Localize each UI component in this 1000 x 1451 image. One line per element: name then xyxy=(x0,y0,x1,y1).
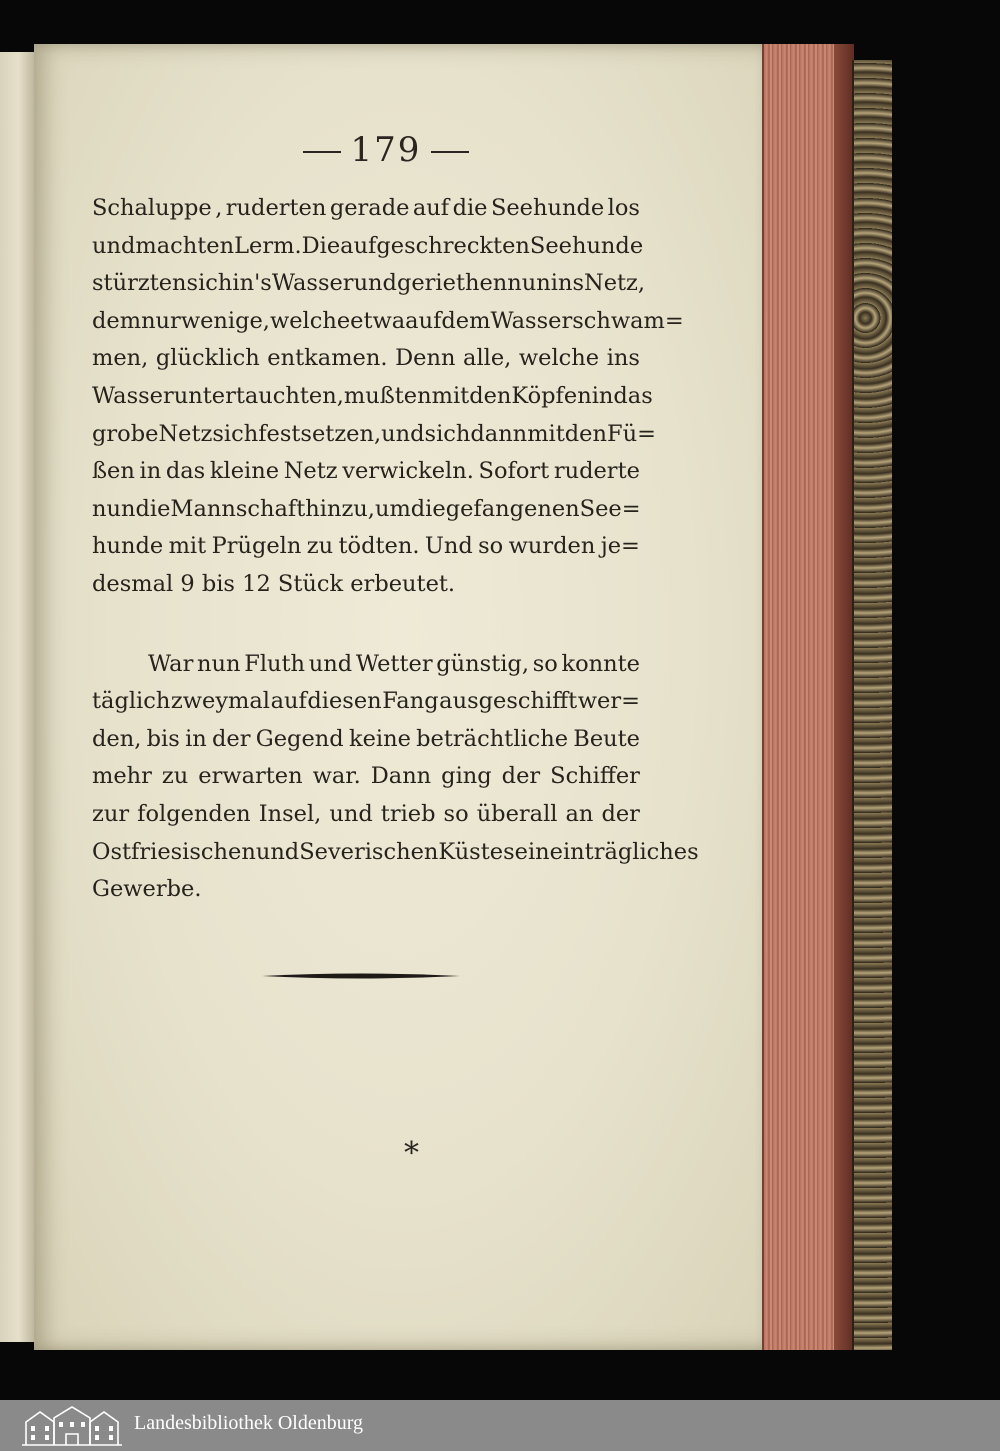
text-line: täglich zweymal auf diesen Fang ausgeschifft wer= xyxy=(92,688,640,715)
text-line: zur folgenden Insel, und trieb so überall an der xyxy=(92,800,640,827)
footer-bar xyxy=(0,1400,1000,1451)
left-page-edge xyxy=(0,52,35,1342)
text-line: grobe Netz sich festsetzen, und sich dann mit den Fü= xyxy=(92,420,656,447)
library-building-icon xyxy=(20,1404,124,1447)
marbled-cover xyxy=(852,60,892,1350)
text-line: Ostfriesischen und Severischen Küste sein einträgliches xyxy=(92,838,699,865)
page-block-edges xyxy=(762,44,854,1350)
text-line: dem nur wenige, welche etwa auf dem Wasser schwam= xyxy=(92,307,684,334)
text-line: nun die Mannschaft hinzu, um die gefangenen See= xyxy=(92,495,641,522)
text-line: Gewerbe. xyxy=(92,876,202,903)
ornament-asterisk: * xyxy=(404,1136,419,1171)
text-line: ßen in das kleine Netz verwickeln. Sofort ruderte xyxy=(92,458,640,485)
text-line: und machten Lerm. Die aufgeschreckten Seehunde xyxy=(92,232,644,259)
ornamental-rule xyxy=(262,972,460,980)
paragraph-gap xyxy=(92,604,640,646)
text-line: hunde mit Prügeln zu tödten. Und so wurden je= xyxy=(92,533,640,560)
text-line: War nun Fluth und Wetter günstig, so konnte xyxy=(148,650,640,677)
dash-right xyxy=(431,151,469,153)
dash-left xyxy=(303,151,341,153)
library-name: Landesbibliothek Oldenburg xyxy=(134,1412,364,1434)
text-line: stürzten sich in's Wasser und geriethen nun ins Netz, xyxy=(92,270,646,297)
text-line: Wasser untertauchten, mußten mit den Köpfen in das xyxy=(92,382,653,409)
page-number: 179 xyxy=(350,130,422,170)
body-text xyxy=(92,190,699,909)
page-number-header xyxy=(286,130,486,170)
text-line: mehr zu erwarten war. Dann ging der Schiffer xyxy=(92,763,640,790)
text-line: Schaluppe , ruderten gerade auf die Seehunde los xyxy=(92,195,640,221)
text-line: men, glücklich entkamen. Denn alle, welche ins xyxy=(92,345,640,372)
text-line: desmal 9 bis 12 Stück erbeutet. xyxy=(92,570,456,597)
text-line: den, bis in der Gegend keine beträchtliche Beute xyxy=(92,725,640,752)
